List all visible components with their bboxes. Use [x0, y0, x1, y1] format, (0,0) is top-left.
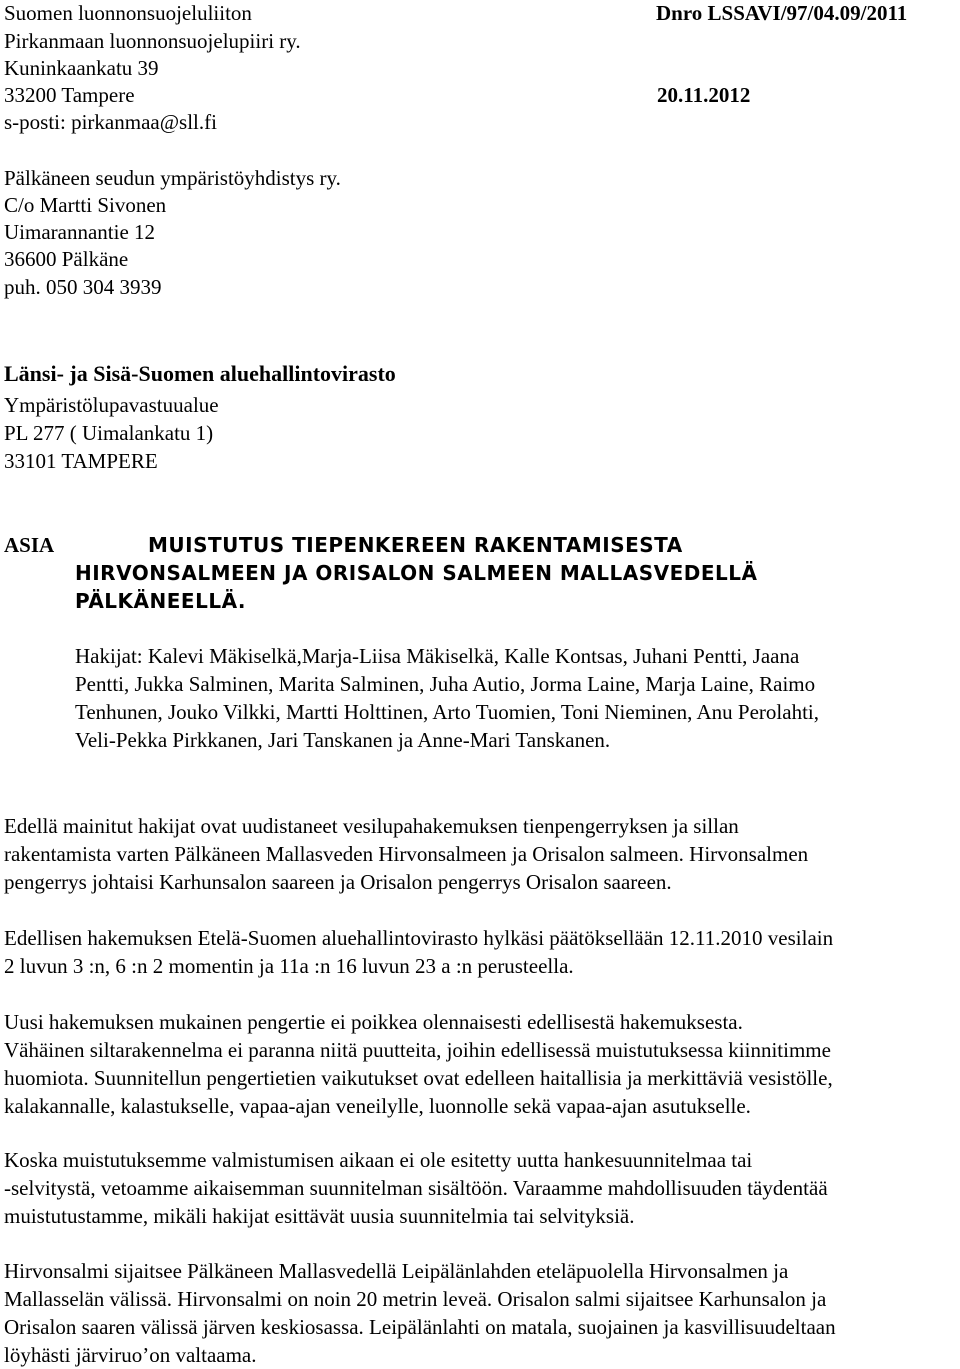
subject-line: HIRVONSALMEEN JA ORISALON SALMEEN MALLASVEDELLÄ — [75, 561, 758, 585]
recipient-postal: 33101 TAMPERE — [4, 449, 158, 473]
applicants-list — [75, 642, 955, 754]
applicants-line: Tenhunen, Jouko Vilkki, Martti Holttinen, Arto Tuomien, Toni Nieminen, Anu Perolahti, — [75, 700, 820, 724]
paragraph-line: huomiota. Suunnitellun pengertietien vaikutukset ovat edelleen haitallisia ja merkittäviä vesistölle, — [4, 1066, 833, 1090]
paragraph-5 — [4, 1257, 956, 1369]
paragraph-line: Edellisen hakemuksen Etelä-Suomen aluehallintovirasto hylkäsi päätöksellään 12.11.2010 vesilain — [4, 926, 834, 950]
applicants-line: Hakijat: Kalevi Mäkiselkä,Marja-Liisa Mäkiselkä, Kalle Kontsas, Juhani Pentti, Jaana — [75, 644, 800, 668]
paragraph-line: Uusi hakemuksen mukainen pengertie ei poikkea olennaisesti edellisestä hakemuksesta. — [4, 1010, 743, 1034]
paragraph-line: 2 luvun 3 :n, 6 :n 2 momentin ja 11a :n 16 luvun 23 a :n perusteella. — [4, 954, 574, 978]
subject-title — [75, 531, 758, 615]
paragraph-line: rakentamista varten Pälkäneen Mallasveden Hirvonsalmeen ja Orisalon salmeen. Hirvonsalmen — [4, 842, 809, 866]
paragraph-2 — [4, 924, 956, 980]
cosender-org: Pälkäneen seudun ympäristöyhdistys ry. — [4, 166, 341, 190]
paragraph-1 — [4, 812, 956, 896]
paragraph-4 — [4, 1146, 956, 1230]
paragraph-3 — [4, 1008, 956, 1120]
cosender-street: Uimarannantie 12 — [4, 220, 156, 244]
cosender-co: C/o Martti Sivonen — [4, 193, 167, 217]
paragraph-line: Vähäinen siltarakennelma ei paranna niitä puutteita, joihin edellisessä muistutuksessa kiinnitimme — [4, 1038, 831, 1062]
subject-line: PÄLKÄNEELLÄ. — [75, 589, 247, 613]
subject-line: MUISTUTUS TIEPENKEREEN RAKENTAMISESTA — [148, 533, 683, 557]
subject-key: ASIA — [4, 533, 55, 557]
applicants-line: Pentti, Jukka Salminen, Marita Salminen, Juha Autio, Jorma Laine, Marja Laine, Raimo — [75, 672, 816, 696]
paragraph-line: Edellä mainitut hakijat ovat uudistaneet vesilupahakemuksen tienpengerryksen ja sillan — [4, 814, 739, 838]
sender-district: Pirkanmaan luonnonsuojelupiiri ry. — [4, 29, 301, 53]
paragraph-line: muistutustamme, mikäli hakijat esittävät uusia suunnitelmia tai selvityksiä. — [4, 1204, 635, 1228]
paragraph-line: -selvitystä, vetoamme aikaisemman suunnitelman sisältöön. Varaamme mahdollisuuden täydentää — [4, 1176, 828, 1200]
recipient-unit: Ympäristölupavastuualue — [4, 393, 219, 417]
paragraph-line: Orisalon saaren välissä järven keskiosassa. Leipälänlahti on matala, suojainen ja kasvillisuudeltaan — [4, 1315, 836, 1339]
paragraph-line: löyhästi järviruo’on valtaama. — [4, 1343, 257, 1367]
paragraph-line: Koska muistutuksemme valmistumisen aikaan ei ole esitetty uutta hankesuunnitelmaa tai — [4, 1148, 753, 1172]
sender-street: Kuninkaankatu 39 — [4, 56, 159, 80]
recipient-org: Länsi- ja Sisä-Suomen aluehallintovirasto — [4, 361, 396, 386]
paragraph-line: Mallasselän välissä. Hirvonsalmi on noin 20 metrin leveä. Orisalon salmi sijaitsee Karhunsalon ja — [4, 1287, 827, 1311]
cosender-phone: puh. 050 304 3939 — [4, 275, 162, 299]
sender-org: Suomen luonnonsuojeluliiton — [4, 1, 252, 25]
paragraph-line: Hirvonsalmi sijaitsee Pälkäneen Mallasvedellä Leipälänlahden eteläpuolella Hirvonsalmen ja — [4, 1259, 789, 1283]
recipient-box: PL 277 ( Uimalankatu 1) — [4, 421, 214, 445]
paragraph-line: kalakannalle, kalastukselle, vapaa-ajan veneilylle, luonnolle sekä vapaa-ajan asutukselle. — [4, 1094, 751, 1118]
sender-email: s-posti: pirkanmaa@sll.fi — [4, 110, 217, 134]
letter-date: 20.11.2012 — [657, 83, 751, 107]
sender-postal: 33200 Tampere — [4, 83, 135, 107]
cosender-postal: 36600 Pälkäne — [4, 247, 129, 271]
reference-number: Dnro LSSAVI/97/04.09/2011 — [656, 1, 908, 25]
paragraph-line: pengerrys johtaisi Karhunsalon saareen ja Orisalon pengerrys Orisalon saareen. — [4, 870, 672, 894]
applicants-line: Veli-Pekka Pirkkanen, Jari Tanskanen ja Anne-Mari Tanskanen. — [75, 728, 611, 752]
